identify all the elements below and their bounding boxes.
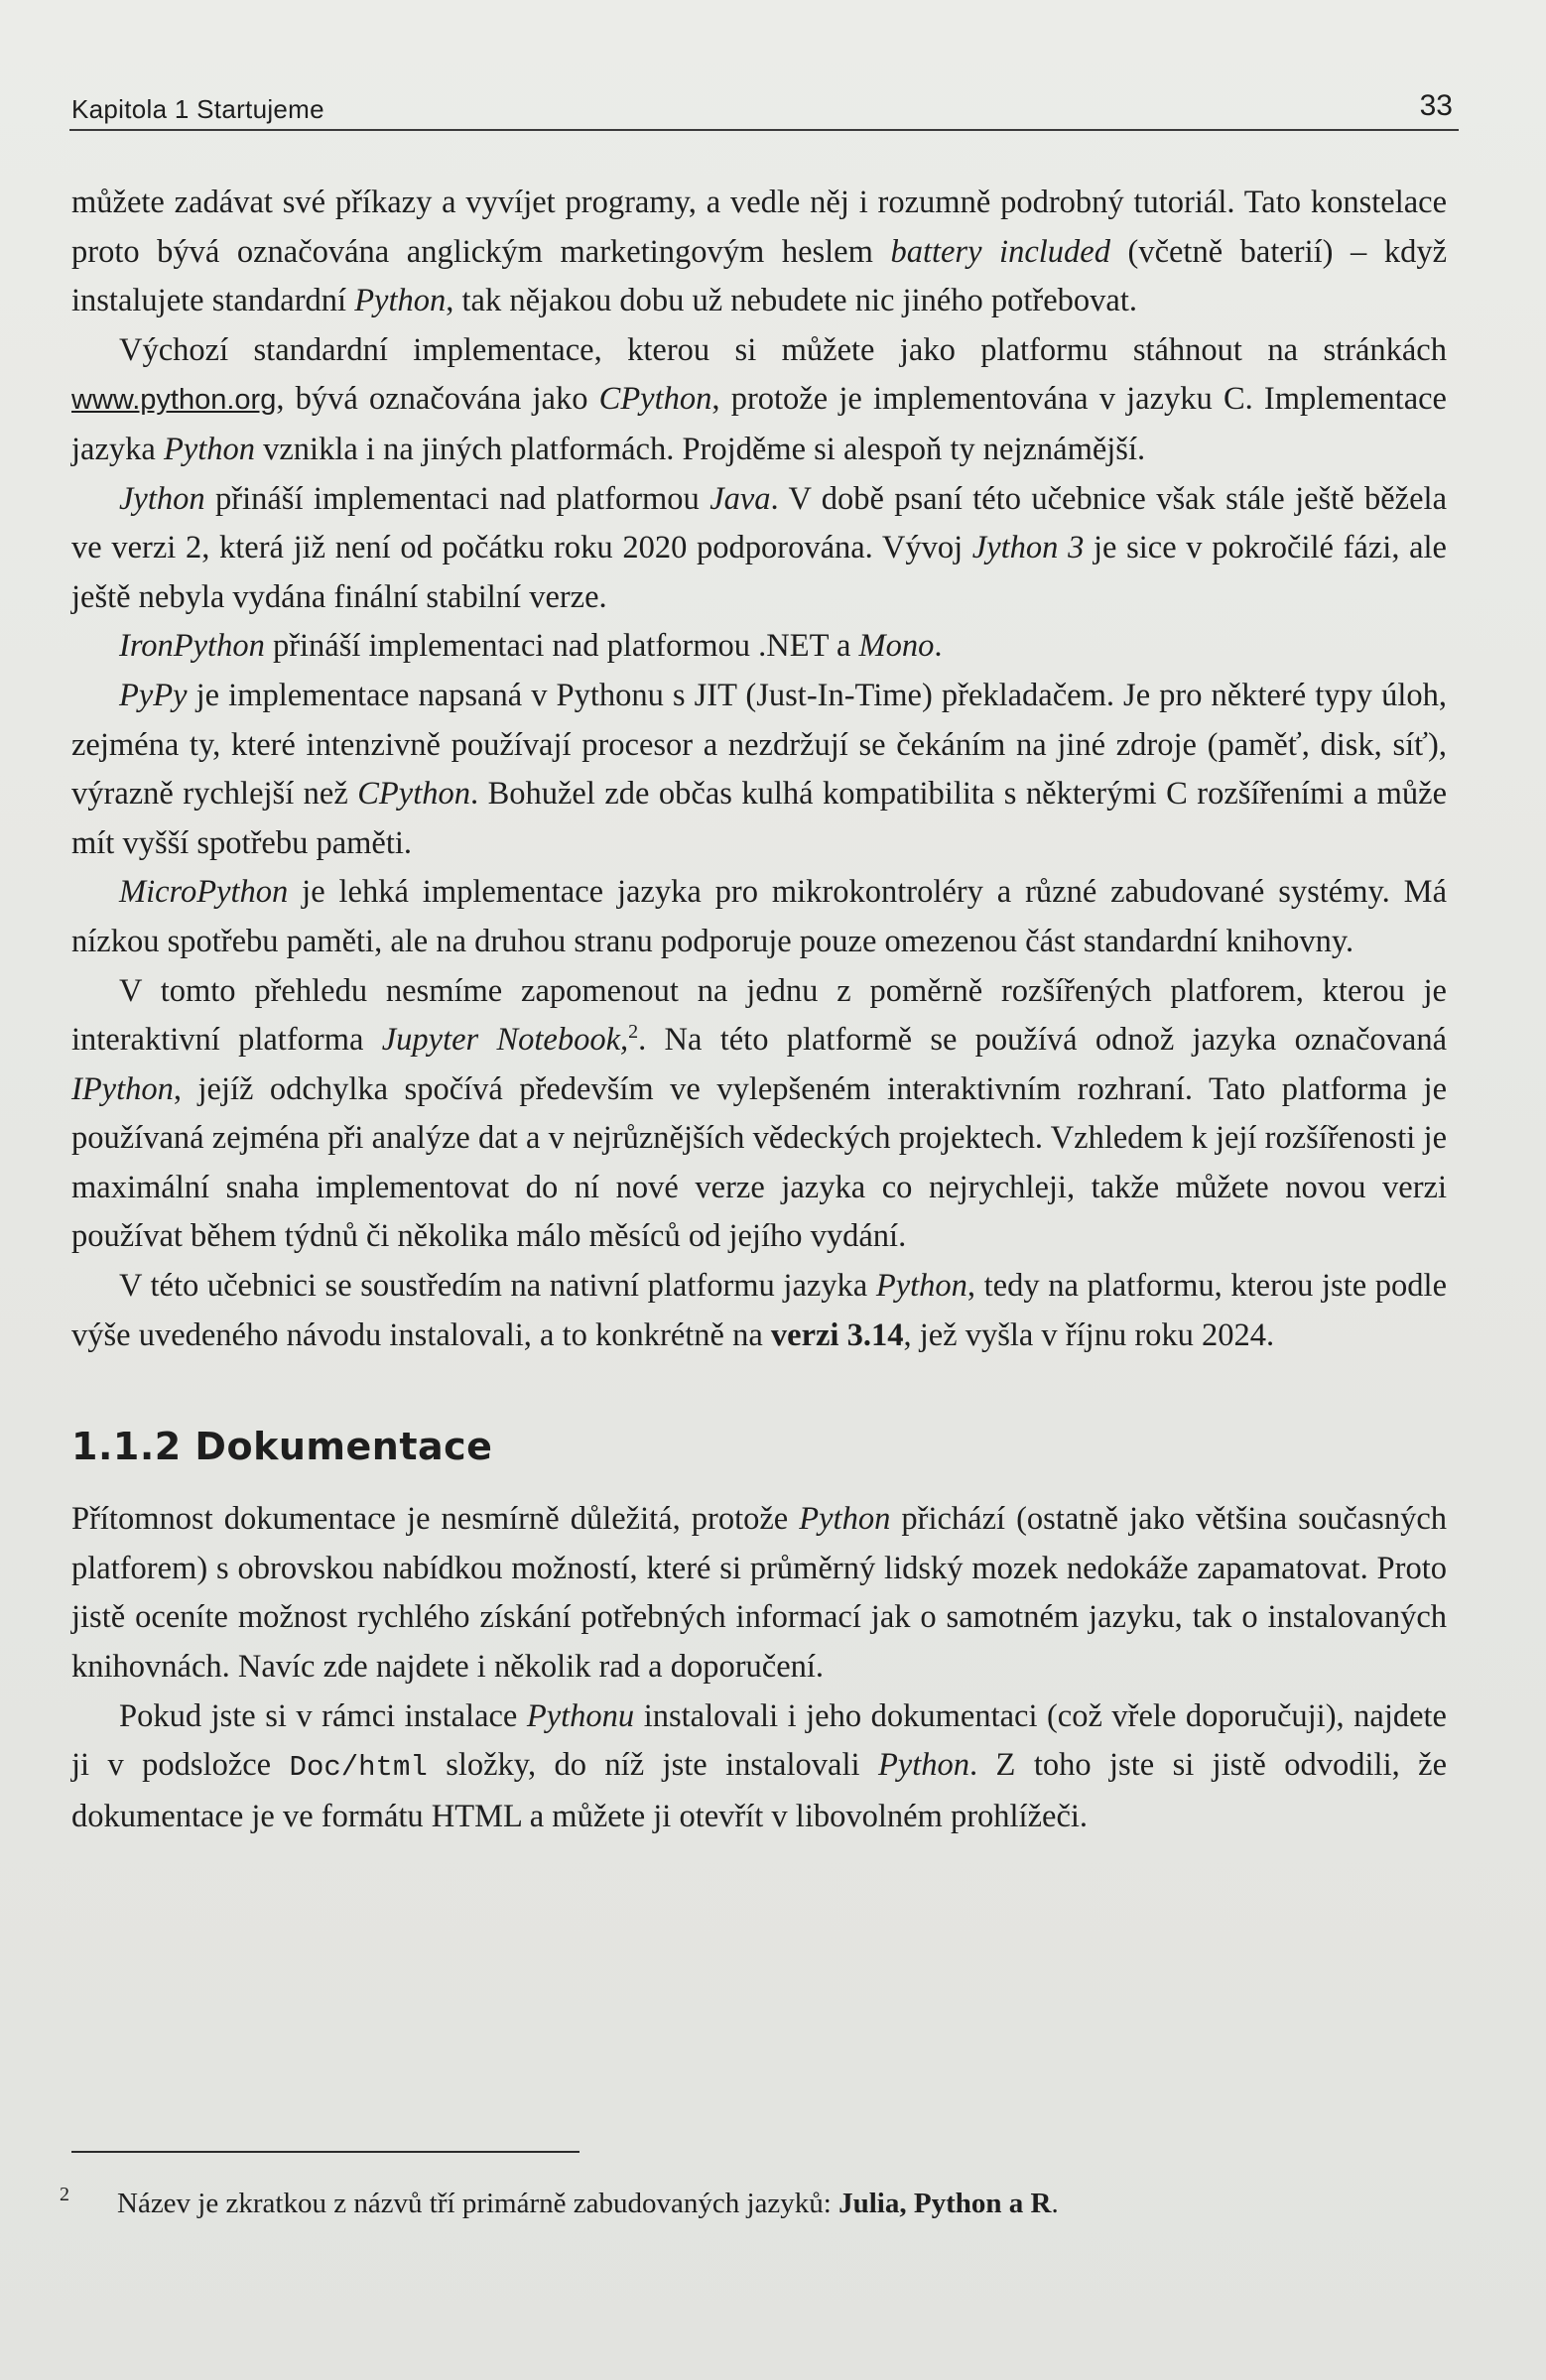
chapter-title: Kapitola 1 Startujeme — [71, 94, 324, 124]
python-org-link[interactable]: www.python.org — [71, 384, 277, 417]
paragraph-jython: Jython přináší implementaci nad platformou Java. V době psaní této učebnice však stále ještě běžela ve verzi 2, která již není od počátku roku 2020 podporována. Vývoj Jython 3 je sice v pokročilé fázi, ale ještě nebyla vydána finální stabilní verze. — [71, 480, 1447, 615]
footnote-separator — [71, 2151, 580, 2153]
paragraph-doc-location: Pokud jste si v rámci instalace Pythonu instalovali i jeho dokumentaci (což vřele doporučuji), najdete ji v podsložce Doc/html složky, do níž jste instalovali Python. Z toho jste si jistě odvodili, že dokumentace je ve formátu HTML a můžete ji otevřít v libovolném prohlížeči. — [71, 1697, 1448, 1834]
footnote-text: Název je zkratkou z názvů tří primárně zabudovaných jazyků: — [117, 2188, 839, 2219]
paragraph-cpython: Výchozí standardní implementace, kterou si můžete jako platformu stáhnout na stránkách www.python.org, bývá označována jako CPython, protože je implementována v jazyku C. Implementace jazyka Python vznikla i na jiných platformách. Projděme si alespoň ty nejznámější. — [71, 331, 1447, 467]
section-heading: 1.1.2 Dokumentace — [71, 1425, 493, 1469]
paragraph-micropython: MicroPython je lehká implementace jazyka pro mikrokontroléry a různé zabudované systémy. Má nízkou spotřebu paměti, ale na druhou stranu podporuje pouze omezenou část standardní knihovny. — [71, 874, 1447, 959]
page-number: 33 — [1419, 89, 1453, 122]
paragraph-version: V této učebnici se soustředím na nativní platformu jazyka Python, tedy na platformu, kterou jste podle výše uvedeného návodu instalovali, a to konkrétně na verzi 3.14, jež vyšla v říjnu roku 2024. — [71, 1268, 1447, 1353]
paragraph-battery-included: můžete zadávat své příkazy a vyvíjet programy, a vedle něj i rozumně podrobný tutoriál. Tato konstelace proto bývá označována anglickým marketingovým heslem battery included (včetně baterií) – když instalujete standardní Python, tak nějakou dobu už nebudete nic jiného potřebovat. — [71, 185, 1447, 319]
footnote-mark: 2 — [60, 2184, 69, 2205]
footnote-languages: Julia, Python a R — [838, 2188, 1052, 2219]
doc-path-code: Doc/html — [289, 1751, 428, 1785]
footnote: 2 Název je zkratkou z názvů tří primárně zabudovaných jazyků: Julia, Python a R. — [56, 2175, 1405, 2223]
paragraph-ironpython: IronPython přináší implementaci nad platformou .NET a Mono. — [119, 628, 943, 665]
paragraph-jupyter: V tomto přehledu nesmíme zapomenout na jednu z poměrně rozšířených platforem, kterou je interaktivní platforma Jupyter Notebook,$^2$. Na této platformě se používá odnož jazyka označovaná IPython, jejíž odchylka spočívá především ve vylepšeném interaktivním rozhraní. Tato platforma je používaná zejména při analýze dat a v nejrůznějších vědeckých projektech. Vzhledem k její rozšířenosti je maximální snaha implementovat do ní nové verze jazyka co nejrychleji, takže můžete novou verzi používat během týdnů či několika málo měsíců od jejího vydání. — [71, 972, 1448, 1255]
body-text — [71, 179, 1447, 1841]
paragraph-pypy: PyPy je implementace napsaná v Pythonu s JIT (Just-In-Time) překladačem. Je pro některé typy úloh, zejména ty, které intenzivně používají procesor a nezdržují se čekáním na jiné zdroje (paměť, disk, síť), výrazně rychlejší než CPython. Bohužel zde občas kulhá kompatibilita s některými C rozšířeními a může mít vyšší spotřebu paměti. — [71, 677, 1447, 861]
paragraph-documentation: Přítomnost dokumentace je nesmírně důležitá, protože Python přichází (ostatně jako většina současných platforem) s obrovskou nabídkou možností, které si průměrný lidský mozek nedokáže zapamatovat. Proto jistě oceníte možnost rychlého získání potřebných informací jak o samotném jazyku, tak o instalovaných knihovnách. Navíc zde najdete i několik rad a doporučení. — [71, 1501, 1447, 1686]
footnote-reference: 2 — [628, 1021, 639, 1044]
running-header — [69, 81, 1459, 131]
